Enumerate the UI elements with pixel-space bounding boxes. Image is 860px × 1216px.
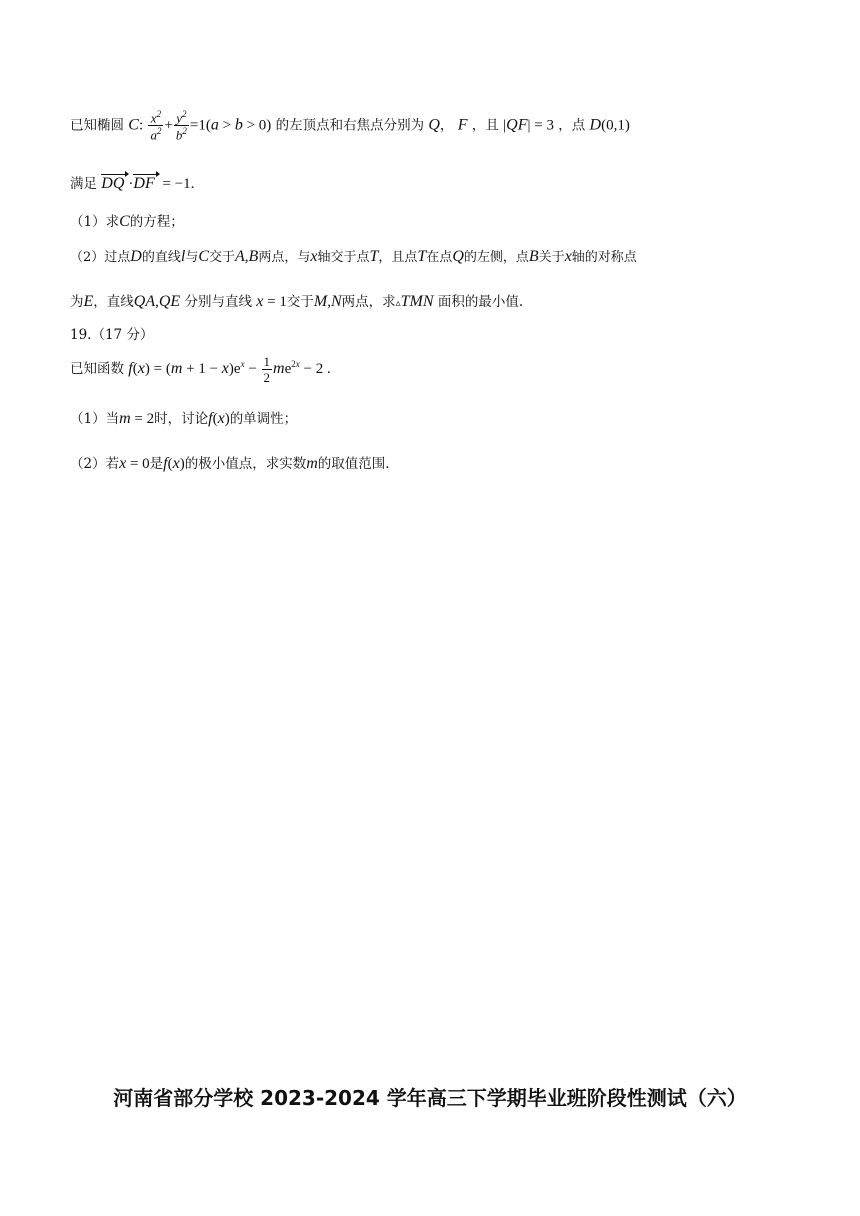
p18-part1: （1）求C的方程；	[70, 213, 184, 230]
p18-part2-line1: （2）过点D的直线l与C交于A,B两点，与x轴交于点T，且点T在点Q的左侧，点B关于x轴的对称点	[70, 248, 637, 265]
p18-line2: 满足 DQ ·DF = −1.	[70, 175, 195, 192]
p18-part2-line2: 为E，直线QA,QE 分别与直线 x = 1交于M,N两点，求▵TMN 面积的最小值.	[70, 293, 524, 310]
p18-text: ，且	[471, 117, 499, 134]
p19-header	[70, 329, 153, 343]
p18-text: 为	[70, 294, 84, 310]
p18-text: 已知椭圆	[70, 117, 124, 134]
p18-text: 轴交于点	[317, 250, 370, 265]
p18-text: 面积的最小值.	[437, 294, 524, 310]
p18-text: 交于	[286, 294, 314, 310]
p18-text: （1）求	[70, 214, 120, 230]
p19-intro: 已知函数 $f(x) = (m + 1 - x)e^x$ − $\frac{1}{2}$ $me^{2x} - 2$ .	[70, 354, 331, 385]
p18-text: 的左侧，点	[463, 250, 529, 265]
p18-text: 两点，求	[341, 294, 396, 310]
p18-text: ，直线	[93, 294, 134, 310]
p18-text: 的直线	[141, 250, 181, 265]
p19-text: 时，讨论	[154, 411, 209, 427]
p18-text: 关于	[538, 250, 565, 265]
p18-text: 满足	[70, 176, 97, 192]
p19-text: 是	[149, 456, 164, 472]
p19-text: 的单调性；	[229, 411, 298, 427]
document-title: 河南省部分学校 2023-2024 学年高三下学期毕业班阶段性测试（六）	[113, 1086, 747, 1110]
p18-text: 的方程；	[129, 214, 184, 230]
p19-part2: （2）若x = 0是f(x)的极小值点，求实数m的取值范围.	[70, 455, 390, 472]
p19-text: 已知函数	[70, 361, 124, 377]
p18-text: 两点，与	[258, 250, 311, 265]
fraction-x2-a2: $\frac{x^2}{a^2}$	[150, 109, 162, 143]
p19-text: （2）若	[70, 456, 120, 472]
p18-text: ，且点	[378, 250, 418, 265]
p18-text: （2）过点	[70, 250, 131, 265]
p18-text: 在点	[426, 250, 453, 265]
p18-line1: 已知椭圆 C: $\frac{x^2}{a^2}$ + $\frac{y^2}{b^2}$ =1(a > b > 0) 的左顶点和右焦点分别为 Q， F ，且 |QF| = 3 ，点 D(0,1)	[70, 109, 630, 143]
p18-text: ，点	[558, 117, 586, 134]
p19-text: （1）当	[70, 411, 120, 427]
p18-text: 与	[185, 250, 199, 265]
p18-text: 轴的对称点	[571, 250, 637, 265]
p19-text: 的取值范围.	[317, 456, 390, 472]
p18-text: 交于	[209, 250, 236, 265]
fraction-y2-b2: $\frac{y^2}{b^2}$	[175, 109, 187, 143]
p18-text: 分别与直线	[184, 294, 252, 310]
p19-text: 的极小值点，求实数	[184, 456, 307, 472]
p19-text: 19.（17 分）	[70, 327, 154, 343]
p18-text: 的左顶点和右焦点分别为	[275, 117, 425, 134]
p19-part1: （1）当m = 2时，讨论f(x)的单调性；	[70, 410, 298, 427]
